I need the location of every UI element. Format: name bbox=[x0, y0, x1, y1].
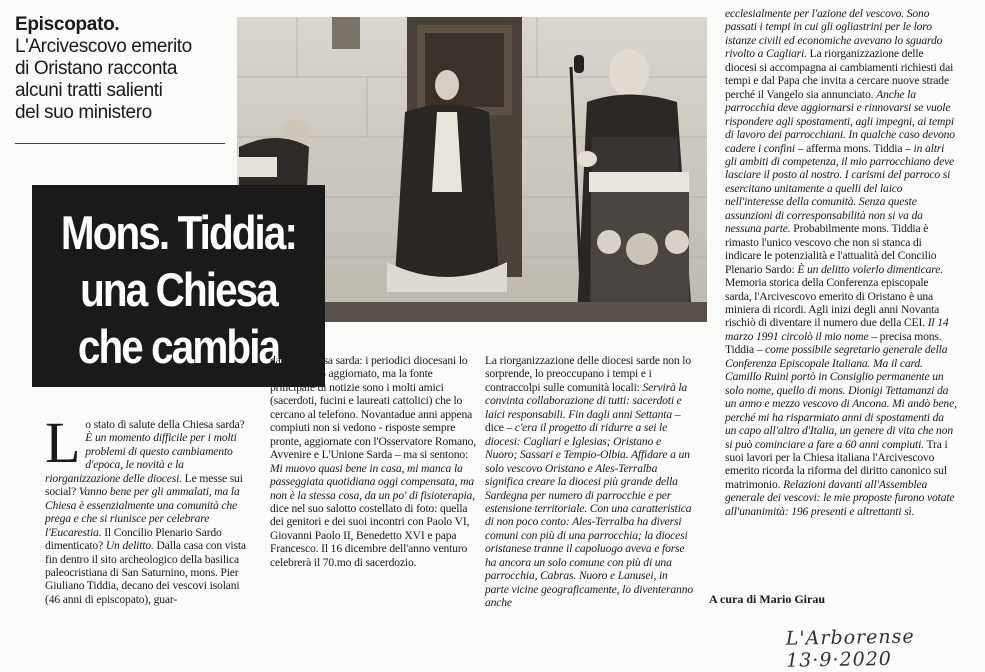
kicker bbox=[15, 14, 225, 124]
article-column-2 bbox=[270, 354, 477, 569]
article-column-1 bbox=[45, 410, 254, 606]
column-2-text: da alla Chiesa sarda: i periodici diocesani lo mantengono aggiornato, ma la fonte principale di notizie sono i molti amici (sacerdoti, fucini e laureati cattolici) che lo cercano al telefono. Novantadue anni appena compiuti non si vedono - risposte sempre pronte, aggiornate con l'Osservatore Romano, Avvenire e L'Unione Sarda – ma si sentono: Mi muovo quasi bene in casa, mi manca la passeggiata quotidiana oggi compensata, ma non è la stessa cosa, da un po' di fisioterapia, dice nel suo salotto costellato di foto: quella dei genitori e dei suoi incontri con Paolo VI, Giovanni Paolo II, Benedetto XVI e papa Francesco. Il 16 dicembre dell'anno venturo celebrerà il 70.mo di sacerdozio. bbox=[270, 354, 477, 569]
subtitle: L'Arcivescovo emerito di Oristano racconta alcuni tratti salienti del suo ministero bbox=[15, 36, 192, 123]
section-label: Episcopato. bbox=[15, 14, 120, 35]
kicker-rule bbox=[15, 143, 225, 144]
headline-line-1: Mons. Tiddia: bbox=[60, 206, 297, 259]
handwritten-note: L'Arborense 13·9·2020 bbox=[785, 625, 915, 672]
column-1-text: o stato di salute della Chiesa sarda? È un momento difficile per i molti problemi di questo cambiamento d'epoca, le novità e la riorganizzazione delle diocesi. Le messe sui social? Vanno bene per gli ammalati, ma la Chiesa è essenzialmente una comunità che prega e che si riunisce per celebrare l'Eucarestia. Il Concilio Plenario Sardo dimenticato? Un delitto. Dalla casa con vista fin dentro il sito archeologico della basilica paleocristiana di San Saturnino, mons. Pier Giuliano Tiddia, decano dei vescovi isolani (46 anni di episcopato), guar- bbox=[45, 418, 246, 606]
article-column-4 bbox=[725, 7, 957, 518]
column-4-text: ecclesialmente per l'azione del vescovo. Sono passati i tempi in cui gli ogliastrini per le loro istanze civili ed economiche avevano lo sguardo rivolto a Cagliari. La riorganizzazione delle diocesi si accompagna ai cambiamenti richiesti dai tempi e dal Papa che invita a cercare nuove strade perché il Vangelo sia annunciato. Anche la parrocchia deve aggiornarsi e rinnovarsi se vuole rispondere agli spostamenti, agli impegni, ai tempi di lavoro dei parrocchiani. In qualche caso devono cadere i confini – afferma mons. Tiddia – in altri gli ambiti di competenza, il mio parrocchiano deve lasciare il posto al nostro. I carismi del parroco si esercitano unitamente a quelli del laico nell'interesse della comunità. Senza queste assunzioni di corresponsabilità non si va da nessuna parte. Probabilmente mons. Tiddia è rimasto l'unico vescovo che non si stanca di indicare le potenzialità e l'attualità del Concilio Plenario Sardo: È un delitto volerlo dimenticare. Memoria storica della Conferenza episcopale sarda, l'Arcivescovo emerito di Oristano è una miniera di ricordi. Agli inizi degli anni Novanta rischiò di diventare il numero due della CEI. Il 14 marzo 1991 circolò il mio nome – precisa mons. Tiddia – come possibile segretario generale della Conferenza Episcopale Italiana. Ma il card. Camillo Ruini portò in Consiglio permanente un solo nome, quello di mons. Dionigi Tettamanzi da un anno e mezzo vescovo di Ancona. Mi andò bene, perché mi ha risparmiato anni di spostamenti da un capo all'altro d'Italia, un genere di vita che non si può cominciare a fare a 60 anni compiuti. Tra i suoi lavori per la Chiesa italiana l'Arcivescovo emerito ricorda la riforma del diritto canonico sul matrimonio. Relazioni davanti all'Assemblea generale dei vescovi: le mie proposte furono votate all'unanimità: 196 presenti e altrettanti sì. bbox=[725, 7, 957, 518]
author-credit: A cura di Mario Girau bbox=[709, 592, 825, 606]
article-column-3 bbox=[485, 354, 693, 610]
headline-line-3: che cambia bbox=[77, 320, 280, 373]
column-3-text: La riorganizzazione delle diocesi sarde non lo sorprende, lo preoccupano i tempi e i contraccolpi sulle comunità locali: Servirà la convinta collaborazione di tutti: sacerdoti e laici responsabili. Fin dagli anni Settanta – dice – c'era il progetto di ridurre a sei le diocesi: Cagliari e Iglesias; Oristano e Nuoro; Sassari e Tempio-Olbia. Affidare a un solo vescovo Oristano e Ales-Terralba significa creare la diocesi più grande della Sardegna per numero di parrocchie e per estensione territoriale. Con una caratteristica di non poco conto: Ales-Terralba ha diversi comuni con più di una parrocchia; la diocesi oristanese tranne il capoluogo aveva e forse ha ancora un solo comune con più di una parrocchia, Cabras. Nuoro e Lanusei, in parte vicine geograficamente, lo diventeranno anche bbox=[485, 354, 693, 610]
headline-line-2: una Chiesa bbox=[80, 263, 277, 316]
dropcap: L bbox=[45, 410, 81, 475]
